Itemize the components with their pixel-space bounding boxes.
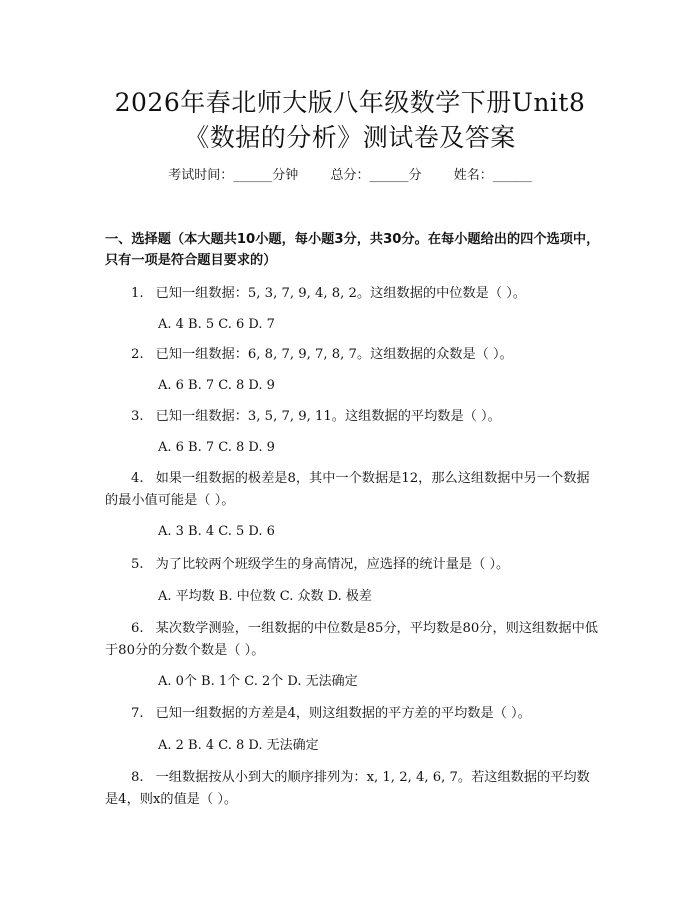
question-options: A. 2 B. 4 C. 8 D. 无法确定 (158, 738, 319, 753)
question-text: 一组数据按从小到大的顺序排列为：x, 1, 2, 4, 6, 7。若这组数据的平均数是4，则x的值是（ ）。 (105, 770, 590, 807)
question-item (105, 767, 602, 811)
question-item (105, 618, 602, 662)
question-item (105, 406, 602, 428)
exam-title-line1: 2026年春北师大版八年级数学下册Unit8 (114, 88, 586, 117)
question-number: 7. (131, 706, 144, 721)
question-text: 如果一组数据的极差是8，其中一个数据是12，那么这组数据中另一个数据的最小值可能是（ ）。 (105, 471, 590, 508)
question-number: 8. (131, 770, 144, 785)
question-item (105, 283, 602, 305)
exam-meta (0, 166, 700, 186)
exam-title-line2: 《数据的分析》测试卷及答案 (184, 123, 516, 152)
student-name-field: 姓名：______ (453, 168, 532, 183)
question-item (105, 468, 602, 512)
question-number: 2. (131, 347, 144, 362)
question-text: 某次数学测验，一组数据的中位数是85分，平均数是80分，则这组数据中低于80分的分数个数是（ ）。 (105, 621, 598, 658)
exam-time-field: 考试时间：______分钟 (168, 168, 299, 183)
question-options: A. 4 B. 5 C. 6 D. 7 (158, 317, 275, 332)
question-text: 已知一组数据：3, 5, 7, 9, 11。这组数据的平均数是（ ）。 (155, 409, 501, 424)
question-item (105, 703, 602, 725)
total-score-field: 总分：______分 (330, 168, 422, 183)
question-text: 已知一组数据：5, 3, 7, 9, 4, 8, 2。这组数据的中位数是（ ）。 (155, 286, 526, 301)
question-options: A. 6 B. 7 C. 8 D. 9 (158, 440, 275, 455)
question-options: A. 6 B. 7 C. 8 D. 9 (158, 378, 275, 393)
question-item (105, 344, 602, 366)
question-number: 6. (131, 621, 144, 636)
question-text: 为了比较两个班级学生的身高情况，应选择的统计量是（ ）。 (155, 557, 510, 572)
question-options: A. 3 B. 4 C. 5 D. 6 (158, 524, 275, 539)
question-text: 已知一组数据的方差是4，则这组数据的平方差的平均数是（ ）。 (155, 706, 531, 721)
question-item (105, 554, 602, 576)
question-number: 5. (131, 557, 144, 572)
question-options: A. 平均数 B. 中位数 C. 众数 D. 极差 (158, 589, 372, 604)
section-heading-choice: 一、选择题（本大题共10小题，每小题3分，共30分。在每小题给出的四个选项中，只有一项是符合题目要求的） (105, 232, 600, 268)
question-number: 1. (131, 286, 144, 301)
question-number: 4. (131, 471, 144, 486)
question-number: 3. (131, 409, 144, 424)
question-text: 已知一组数据：6, 8, 7, 9, 7, 8, 7。这组数据的众数是（ ）。 (155, 347, 513, 362)
question-options: A. 0个 B. 1个 C. 2个 D. 无法确定 (158, 674, 358, 689)
